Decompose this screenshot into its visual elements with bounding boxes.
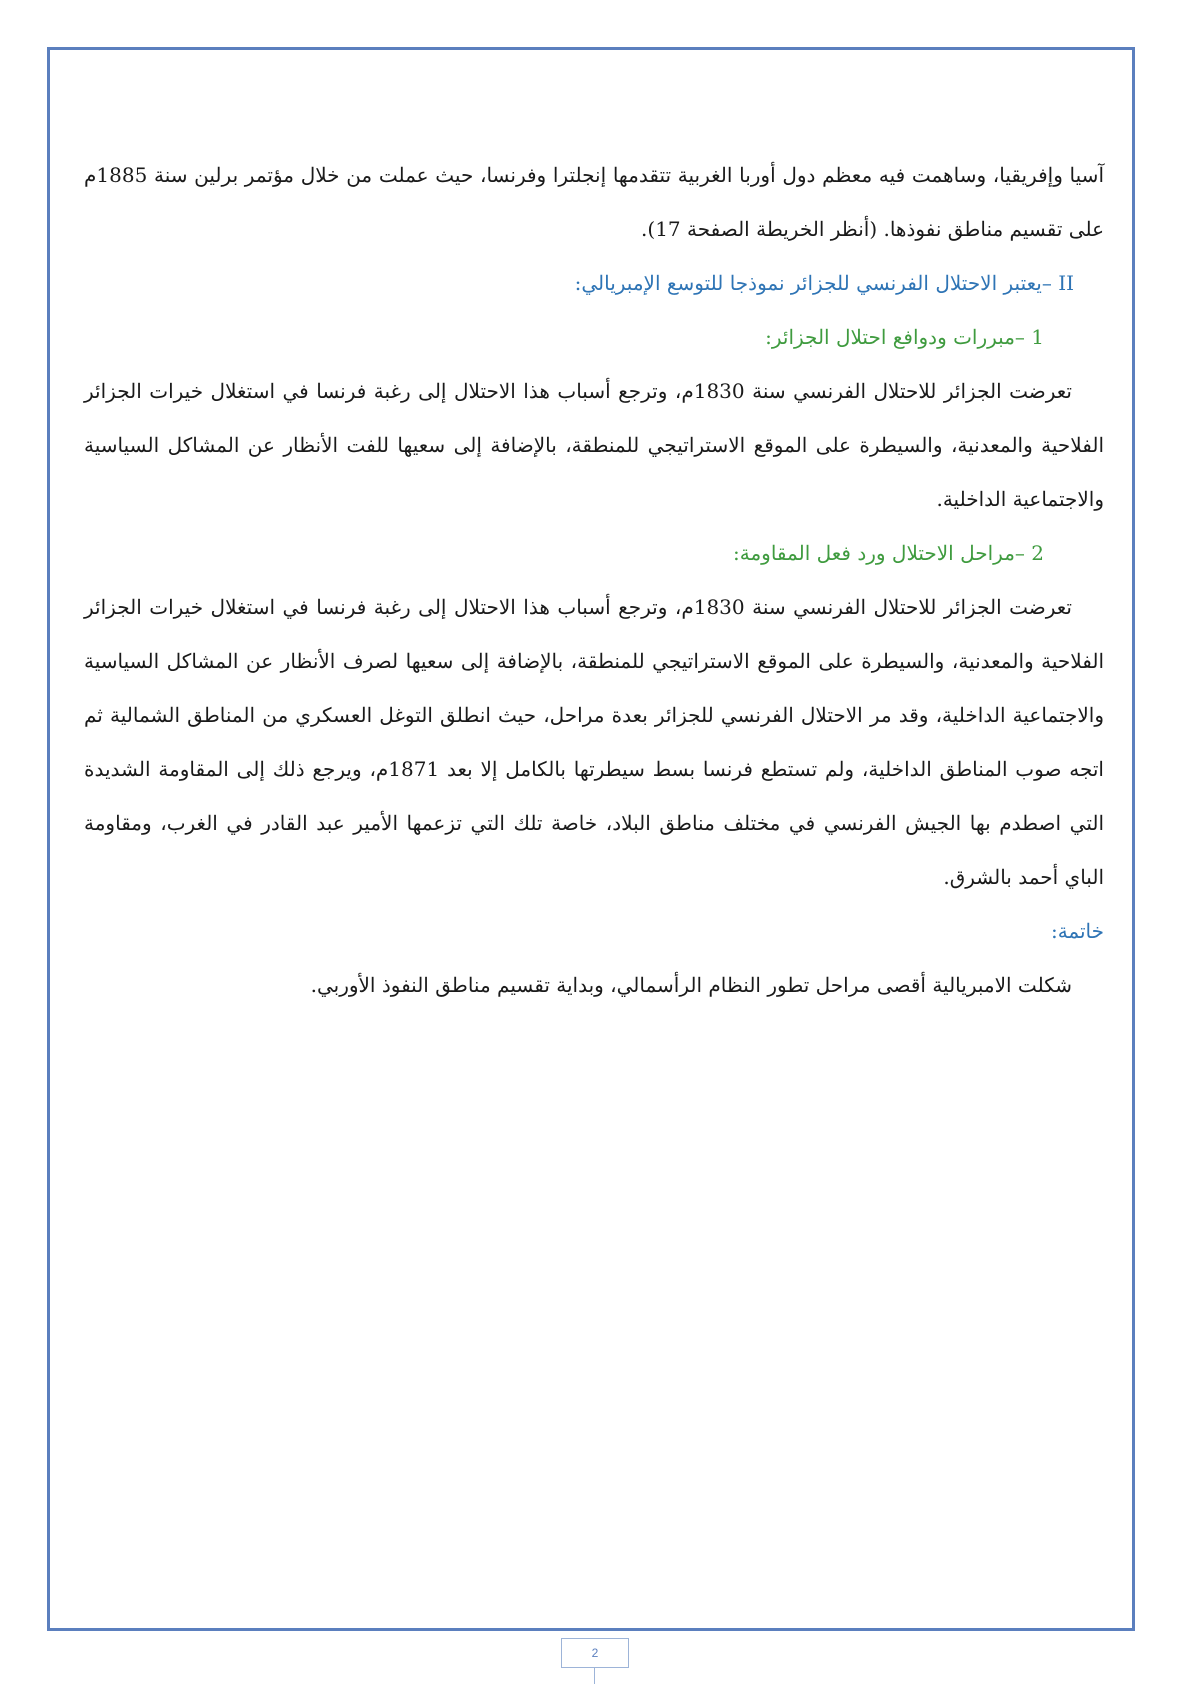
- conclusion-heading: خاتمة:: [1050, 919, 1104, 943]
- page-number-tick: [594, 1668, 595, 1684]
- conclusion-paragraph: شكلت الامبريالية أقصى مراحل تطور النظام الرأسمالي، وبداية تقسيم مناطق النفوذ الأوربي.: [310, 973, 1072, 997]
- subsection-2-heading: 2 –مراحل الاحتلال ورد فعل المقاومة:: [733, 541, 1044, 565]
- subsection-1-heading: 1 –مبررات ودوافع احتلال الجزائر:: [765, 325, 1044, 349]
- document-body: [84, 148, 1104, 1012]
- subsection-1-paragraph: تعرضت الجزائر للاحتلال الفرنسي سنة 1830م، وترجع أسباب هذا الاحتلال إلى رغبة فرنسا في استغلال خيرات الجزائر الفلاحية والمعدنية، والسيطرة على الموقع الاستراتيجي للمنطقة، بالإضافة إلى سعيها للفت الأنظار عن المشاكل السياسية والاجتماعية الداخلية.: [84, 379, 1104, 511]
- page-number: 2: [591, 1646, 599, 1660]
- subsection-2-paragraph: تعرضت الجزائر للاحتلال الفرنسي سنة 1830م، وترجع أسباب هذا الاحتلال إلى رغبة فرنسا في استغلال خيرات الجزائر الفلاحية والمعدنية، والسيطرة على الموقع الاستراتيجي للمنطقة، بالإضافة إلى سعيها لصرف الأنظار عن المشاكل السياسية والاجتماعية الداخلية، وقد مر الاحتلال الفرنسي للجزائر بعدة مراحل، حيث انطلق التوغل العسكري من المناطق الشمالية ثم اتجه صوب المناطق الداخلية، ولم تستطع فرنسا بسط سيطرتها بالكامل إلا بعد 1871م، ويرجع ذلك إلى المقاومة الشديدة التي اصطدم بها الجيش الفرنسي في مختلف مناطق البلاد، خاصة تلك التي تزعمها الأمير عبد القادر في الغرب، ومقاومة الباي أحمد بالشرق.: [84, 595, 1105, 889]
- intro-paragraph: آسيا وإفريقيا، وساهمت فيه معظم دول أوربا الغربية تتقدمها إنجلترا وفرنسا، حيث عملت من خلال مؤتمر برلين سنة 1885م على تقسيم مناطق نفوذها. (أنظر الخريطة الصفحة 17).: [84, 163, 1104, 241]
- section-ii-heading: II –يعتبر الاحتلال الفرنسي للجزائر نموذجا للتوسع الإمبريالي:: [574, 271, 1074, 295]
- page-number-box: [561, 1638, 629, 1668]
